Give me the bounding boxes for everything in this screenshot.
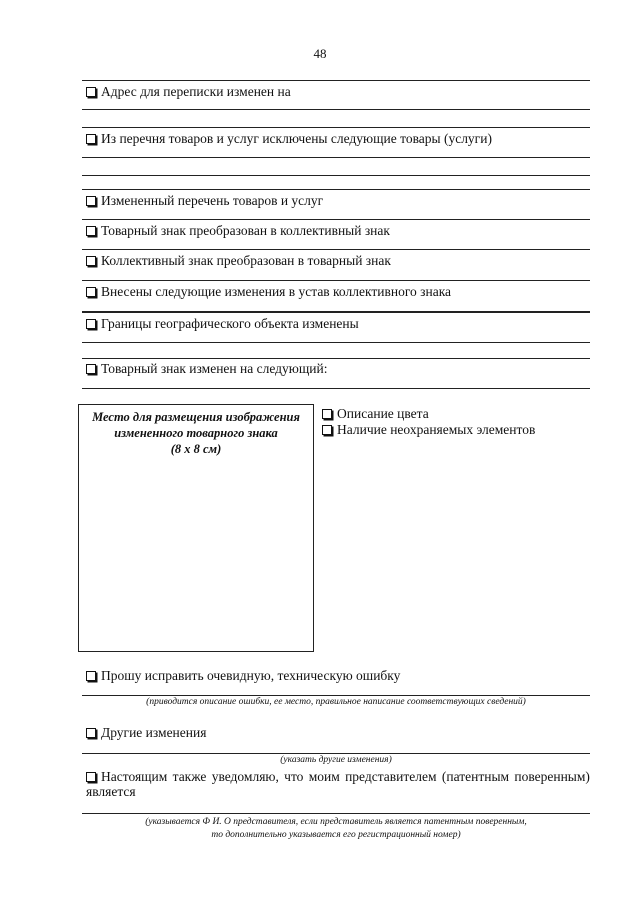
collective-to-tm-label: Коллективный знак преобразован в товарный знак	[101, 253, 391, 268]
tm-changed-label: Товарный знак изменен на следующий:	[101, 361, 328, 376]
representative-line1	[86, 769, 590, 785]
rule-line	[82, 342, 590, 343]
rule-line	[82, 280, 590, 281]
excluded-goods-option[interactable]	[86, 131, 492, 147]
checkbox-icon[interactable]	[322, 409, 332, 419]
color-description-option[interactable]	[322, 406, 429, 422]
representative-note-line2: то дополнительно указывается его регистрационный номер)	[211, 830, 461, 840]
representative-word-2: также	[172, 769, 207, 784]
rule-line	[82, 127, 590, 128]
representative-word-3: уведомляю,	[211, 769, 279, 784]
other-changes-note: (указать другие изменения)	[280, 755, 392, 765]
checkbox-icon[interactable]	[86, 728, 96, 738]
changed-list-label: Измененный перечень товаров и услуг	[101, 193, 324, 208]
representative-word-8: поверенным)	[514, 769, 590, 784]
correction-note: (приводится описание ошибки, ее место, правильное написание соответствующих сведений)	[146, 697, 526, 707]
checkbox-icon[interactable]	[86, 134, 96, 144]
rule-line	[82, 388, 590, 389]
checkbox-icon[interactable]	[86, 772, 96, 782]
charter-changes-option[interactable]	[86, 284, 451, 300]
geo-borders-label: Границы географического объекта изменены	[101, 316, 359, 331]
rule-line	[82, 695, 590, 696]
representative-word-1: Настоящим	[86, 769, 167, 785]
representative-word-7: (патентным	[441, 769, 510, 784]
representative-word-4: что	[284, 769, 304, 784]
rule-line	[82, 175, 590, 176]
rule-line	[82, 813, 590, 814]
correction-option[interactable]	[86, 668, 400, 684]
rule-line	[82, 753, 590, 754]
other-changes-label: Другие изменения	[101, 725, 207, 740]
checkbox-icon[interactable]	[86, 671, 96, 681]
image-placement-box	[78, 404, 314, 652]
collective-to-tm-option[interactable]	[86, 253, 391, 269]
image-box-caption-line2: измененного товарного знака	[114, 426, 278, 440]
rule-line	[82, 189, 590, 190]
tm-to-collective-option[interactable]	[86, 223, 390, 239]
checkbox-icon[interactable]	[86, 319, 96, 329]
rule-line	[82, 219, 590, 220]
correction-label: Прошу исправить очевидную, техническую ошибку	[101, 668, 401, 683]
representative-word-6: представителем	[345, 769, 437, 784]
checkbox-icon[interactable]	[86, 287, 96, 297]
color-description-label: Описание цвета	[337, 406, 429, 421]
rule-line	[82, 157, 590, 158]
page-number: 48	[313, 46, 327, 61]
checkbox-icon[interactable]	[86, 256, 96, 266]
checkbox-icon[interactable]	[86, 196, 96, 206]
representative-option[interactable]	[86, 769, 590, 785]
address-changed-label: Адрес для переписки изменен на	[101, 84, 291, 99]
address-changed-option[interactable]	[86, 84, 291, 100]
checkbox-icon[interactable]	[86, 364, 96, 374]
representative-line2: является	[86, 784, 136, 799]
checkbox-icon[interactable]	[322, 425, 332, 435]
unprotected-elements-option[interactable]	[322, 422, 535, 438]
representative-note-line1: (указывается Ф И. О представителя, если представитель является патентным поверенным,	[145, 817, 527, 827]
rule-line	[82, 80, 590, 81]
tm-changed-option[interactable]	[86, 361, 327, 377]
unprotected-elements-label: Наличие неохраняемых элементов	[337, 422, 536, 437]
image-box-caption-line1: Место для размещения изображения	[92, 410, 300, 424]
geo-borders-option[interactable]	[86, 316, 359, 332]
tm-to-collective-label: Товарный знак преобразован в коллективный знак	[101, 223, 390, 238]
changed-list-option[interactable]	[86, 193, 323, 209]
charter-changes-label: Внесены следующие изменения в устав коллективного знака	[101, 284, 452, 299]
rule-line	[82, 109, 590, 110]
rule-line	[82, 358, 590, 359]
image-box-caption-line3: (8 х 8 см)	[170, 442, 222, 456]
representative-word-5: моим	[308, 769, 340, 784]
rule-line	[82, 249, 590, 250]
checkbox-icon[interactable]	[86, 226, 96, 236]
excluded-goods-label: Из перечня товаров и услуг исключены следующие товары (услуги)	[101, 131, 492, 146]
checkbox-icon[interactable]	[86, 87, 96, 97]
rule-line	[82, 311, 590, 313]
other-changes-option[interactable]	[86, 725, 206, 741]
